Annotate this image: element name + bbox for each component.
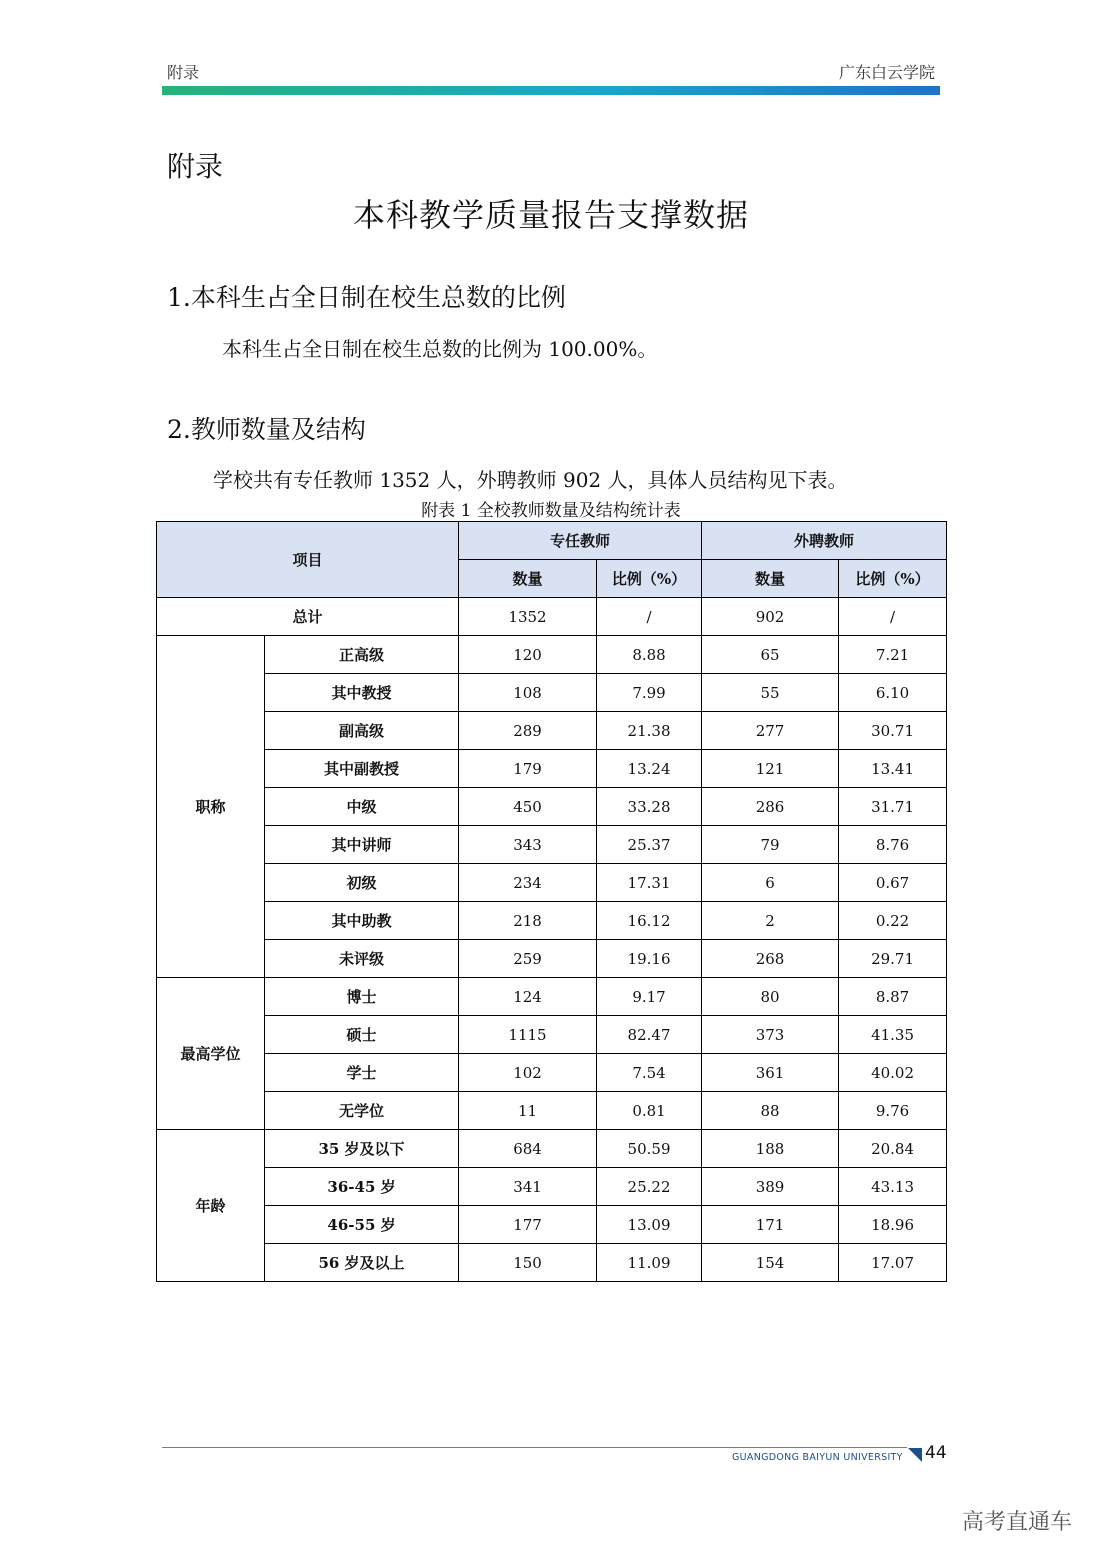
page-number: 44 — [925, 1443, 947, 1463]
row-label: 学士 — [265, 1054, 459, 1092]
cell: 40.02 — [839, 1054, 947, 1092]
cell: 286 — [702, 788, 839, 826]
cell: 17.31 — [597, 864, 702, 902]
cell: 80 — [702, 978, 839, 1016]
header-fulltime: 专任教师 — [459, 522, 702, 560]
section-1-paragraph: 本科生占全日制在校生总数的比例为 100.00%。 — [222, 337, 658, 361]
group-label: 最高学位 — [157, 978, 265, 1130]
cell: 79 — [702, 826, 839, 864]
table-row — [157, 826, 947, 864]
cell: 8.76 — [839, 826, 947, 864]
cell: 13.41 — [839, 750, 947, 788]
cell: 341 — [459, 1168, 597, 1206]
cell: 0.22 — [839, 902, 947, 940]
cell: 902 — [702, 598, 839, 636]
table-row-total — [157, 598, 947, 636]
cell: 9.17 — [597, 978, 702, 1016]
cell: 389 — [702, 1168, 839, 1206]
cell: 121 — [702, 750, 839, 788]
cell: 6.10 — [839, 674, 947, 712]
table-row — [157, 788, 947, 826]
cell: 188 — [702, 1130, 839, 1168]
cell: 450 — [459, 788, 597, 826]
cell: 82.47 — [597, 1016, 702, 1054]
table-row — [157, 1016, 947, 1054]
cell: 234 — [459, 864, 597, 902]
section-2-heading: 2.教师数量及结构 — [167, 415, 366, 444]
cell: 373 — [702, 1016, 839, 1054]
header-fulltime-count: 数量 — [459, 560, 597, 598]
cell: 0.81 — [597, 1092, 702, 1130]
row-label: 36-45 岁 — [265, 1168, 459, 1206]
cell: 33.28 — [597, 788, 702, 826]
cell: 29.71 — [839, 940, 947, 978]
cell: 1352 — [459, 598, 597, 636]
cell: 343 — [459, 826, 597, 864]
row-label: 正高级 — [265, 636, 459, 674]
row-label: 硕士 — [265, 1016, 459, 1054]
table-caption: 附表 1 全校教师数量及结构统计表 — [421, 501, 681, 521]
cell: 108 — [459, 674, 597, 712]
row-label: 其中教授 — [265, 674, 459, 712]
teacher-structure-table — [156, 521, 947, 1282]
cell: 17.07 — [839, 1244, 947, 1282]
total-label: 总计 — [157, 598, 459, 636]
header-item: 项目 — [157, 522, 459, 598]
cell: 2 — [702, 902, 839, 940]
header-external-count: 数量 — [702, 560, 839, 598]
cell: 154 — [702, 1244, 839, 1282]
cell: 41.35 — [839, 1016, 947, 1054]
cell: 684 — [459, 1130, 597, 1168]
table-row — [157, 1092, 947, 1130]
section-2-paragraph: 学校共有专任教师 1352 人，外聘教师 902 人，具体人员结构见下表。 — [213, 468, 848, 492]
watermark: 高考直通车 — [961, 1510, 1072, 1535]
cell: 13.24 — [597, 750, 702, 788]
row-label: 35 岁及以下 — [265, 1130, 459, 1168]
table-row — [157, 1244, 947, 1282]
cell: 7.99 — [597, 674, 702, 712]
cell: 218 — [459, 902, 597, 940]
cell: 289 — [459, 712, 597, 750]
table-row — [157, 940, 947, 978]
cell: 268 — [702, 940, 839, 978]
table-row — [157, 978, 947, 1016]
table-row — [157, 864, 947, 902]
row-label: 未评级 — [265, 940, 459, 978]
cell: 50.59 — [597, 1130, 702, 1168]
table-row — [157, 750, 947, 788]
cell: 259 — [459, 940, 597, 978]
cell: 25.37 — [597, 826, 702, 864]
group-label: 职称 — [157, 636, 265, 978]
cell: 7.21 — [839, 636, 947, 674]
cell: 120 — [459, 636, 597, 674]
cell: 16.12 — [597, 902, 702, 940]
row-label: 中级 — [265, 788, 459, 826]
appendix-label: 附录 — [167, 150, 224, 183]
header-left-label: 附录 — [167, 63, 200, 82]
cell: 179 — [459, 750, 597, 788]
row-label: 博士 — [265, 978, 459, 1016]
cell: 43.13 — [839, 1168, 947, 1206]
row-label: 56 岁及以上 — [265, 1244, 459, 1282]
cell: 20.84 — [839, 1130, 947, 1168]
row-label: 副高级 — [265, 712, 459, 750]
cell: 0.67 — [839, 864, 947, 902]
header-gradient-bar — [162, 86, 940, 95]
cell: / — [839, 598, 947, 636]
row-label: 其中副教授 — [265, 750, 459, 788]
cell: 124 — [459, 978, 597, 1016]
cell: 55 — [702, 674, 839, 712]
cell: 8.88 — [597, 636, 702, 674]
row-label: 46-55 岁 — [265, 1206, 459, 1244]
table-row — [157, 902, 947, 940]
table-row — [157, 1206, 947, 1244]
row-label: 其中助教 — [265, 902, 459, 940]
footer-university-name: GUANGDONG BAIYUN UNIVERSITY — [732, 1452, 903, 1463]
header-external-ratio: 比例（%） — [839, 560, 947, 598]
table-row — [157, 636, 947, 674]
cell: 31.71 — [839, 788, 947, 826]
table-row — [157, 1054, 947, 1092]
cell: 8.87 — [839, 978, 947, 1016]
footer-line — [162, 1447, 907, 1448]
cell: 171 — [702, 1206, 839, 1244]
footer-triangle-icon — [908, 1448, 922, 1462]
cell: 65 — [702, 636, 839, 674]
cell: 30.71 — [839, 712, 947, 750]
group-label: 年龄 — [157, 1130, 265, 1282]
page-title: 本科教学质量报告支撑数据 — [352, 196, 749, 234]
table-row — [157, 1130, 947, 1168]
cell: 21.38 — [597, 712, 702, 750]
cell: 277 — [702, 712, 839, 750]
table-row — [157, 1168, 947, 1206]
table-row — [157, 712, 947, 750]
cell: 177 — [459, 1206, 597, 1244]
cell: 9.76 — [839, 1092, 947, 1130]
cell: 13.09 — [597, 1206, 702, 1244]
header-right-label: 广东白云学院 — [838, 63, 935, 82]
cell: 7.54 — [597, 1054, 702, 1092]
header-external: 外聘教师 — [702, 522, 947, 560]
table-row — [157, 674, 947, 712]
cell: 11 — [459, 1092, 597, 1130]
row-label: 无学位 — [265, 1092, 459, 1130]
cell: 19.16 — [597, 940, 702, 978]
cell: 150 — [459, 1244, 597, 1282]
cell: 361 — [702, 1054, 839, 1092]
cell: 25.22 — [597, 1168, 702, 1206]
cell: 11.09 — [597, 1244, 702, 1282]
section-1-heading: 1.本科生占全日制在校生总数的比例 — [167, 283, 566, 312]
cell: 18.96 — [839, 1206, 947, 1244]
header-fulltime-ratio: 比例（%） — [597, 560, 702, 598]
cell: 88 — [702, 1092, 839, 1130]
cell: 1115 — [459, 1016, 597, 1054]
cell: 6 — [702, 864, 839, 902]
cell: / — [597, 598, 702, 636]
row-label: 其中讲师 — [265, 826, 459, 864]
cell: 102 — [459, 1054, 597, 1092]
row-label: 初级 — [265, 864, 459, 902]
